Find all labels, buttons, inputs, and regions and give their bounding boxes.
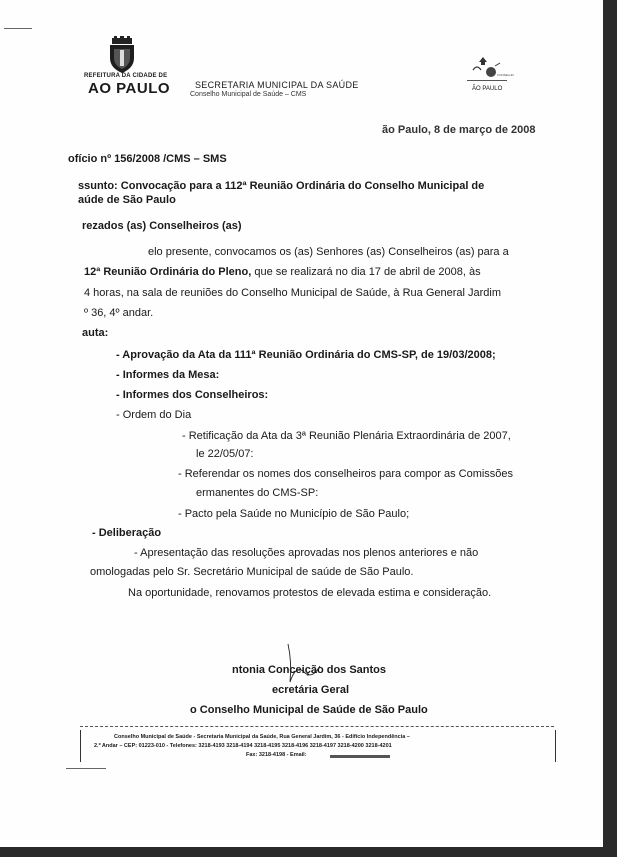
body-line-4: º 36, 4º andar. bbox=[84, 307, 154, 319]
deliberacao-line-2: omologadas pelo Sr. Secretário Municipal de saúde de São Paulo. bbox=[90, 566, 414, 578]
ordem-item-1-line-1: - Retificação da Ata da 3ª Reunião Plenária Extraordinária de 2007, bbox=[182, 430, 511, 442]
scan-edge-bottom bbox=[0, 847, 617, 857]
oficio-number: ofício nº 156/2008 /CMS – SMS bbox=[68, 153, 227, 165]
deliberacao-line-1: - Apresentação das resoluções aprovadas nos plenos anteriores e não bbox=[134, 547, 479, 559]
cms-logo-icon bbox=[467, 54, 514, 86]
city-hall-name: AO PAULO bbox=[88, 80, 171, 97]
footer-address-line: Conselho Municipal de Saúde - Secretaria Municipal da Saúde, Rua General Jardim, 36 - Edifício Independência – bbox=[114, 734, 410, 740]
footer-fax-line: Fax: 3218-4198 - Email: bbox=[246, 752, 307, 758]
pauta-label: auta: bbox=[82, 327, 109, 339]
pauta-item-3: - Informes dos Conselheiros: bbox=[116, 389, 269, 401]
body-line-3: 4 horas, na sala de reuniões do Conselho Municipal de Saúde, à Rua General Jardim bbox=[84, 287, 502, 299]
ordem-item-2-line-1: - Referendar os nomes dos conselheiros para compor as Comissões bbox=[178, 468, 514, 480]
body-meeting-details: que se realizará no dia 17 de abril de 2008, às bbox=[254, 266, 481, 278]
signatory-title: ecretária Geral bbox=[272, 684, 350, 696]
pauta-item-1: - Aprovação da Ata da 111ª Reunião Ordinária do CMS-SP, de 19/03/2008; bbox=[116, 349, 496, 361]
subject-line-1: ssunto: Convocação para a 112ª Reunião Ordinária do Conselho Municipal de bbox=[78, 180, 485, 192]
ordem-item-2-line-2: ermanentes do CMS-SP: bbox=[196, 487, 319, 499]
body-line-1: elo presente, convocamos os (as) Senhores (as) Conselheiros (as) para a bbox=[148, 246, 509, 258]
city-hall-top-text: REFEITURA DA CIDADE DE bbox=[84, 73, 168, 79]
salutation: rezados (as) Conselheiros (as) bbox=[82, 220, 242, 232]
conselho-subheading: Conselho Municipal de Saúde – CMS bbox=[190, 91, 307, 98]
city-crest-icon bbox=[104, 36, 140, 74]
footer-rule bbox=[80, 726, 554, 727]
footer-email-smudge bbox=[330, 755, 390, 758]
cms-logo-caption: ÃO PAULO bbox=[472, 86, 503, 92]
ordem-item-3: - Pacto pela Saúde no Município de São Paulo; bbox=[178, 508, 410, 520]
signatory-name: ntonia Conceição dos Santos bbox=[232, 664, 387, 676]
scan-mark bbox=[66, 768, 106, 769]
ordem-item-1-line-2: le 22/05/07: bbox=[196, 448, 254, 460]
svg-text:CONSELHO: CONSELHO bbox=[497, 73, 514, 77]
body-meeting-name: 12ª Reunião Ordinária do Pleno, bbox=[84, 266, 252, 278]
footer-phones-line: 2.º Andar – CEP: 01223-010 - Telefones: 3218-4193 3218-4194 3218-4195 3218-4196 3218-4197 3218-4200 3218-4201 bbox=[94, 743, 392, 749]
signatory-organization: o Conselho Municipal de Saúde de São Paulo bbox=[190, 704, 428, 716]
pauta-item-2: - Informes da Mesa: bbox=[116, 369, 220, 381]
subject-line-2: aúde de São Paulo bbox=[78, 194, 176, 206]
scan-mark bbox=[4, 28, 32, 29]
secretaria-heading: SECRETARIA MUNICIPAL DA SAÚDE bbox=[195, 80, 359, 90]
pauta-item-5: - Deliberação bbox=[92, 527, 162, 539]
closing-line: Na oportunidade, renovamos protestos de elevada estima e consideração. bbox=[128, 587, 492, 599]
scan-edge-right bbox=[603, 0, 617, 857]
pauta-item-4: - Ordem do Dia bbox=[116, 409, 192, 421]
body-line-2 bbox=[84, 266, 481, 278]
letter-date: ão Paulo, 8 de março de 2008 bbox=[382, 124, 536, 136]
